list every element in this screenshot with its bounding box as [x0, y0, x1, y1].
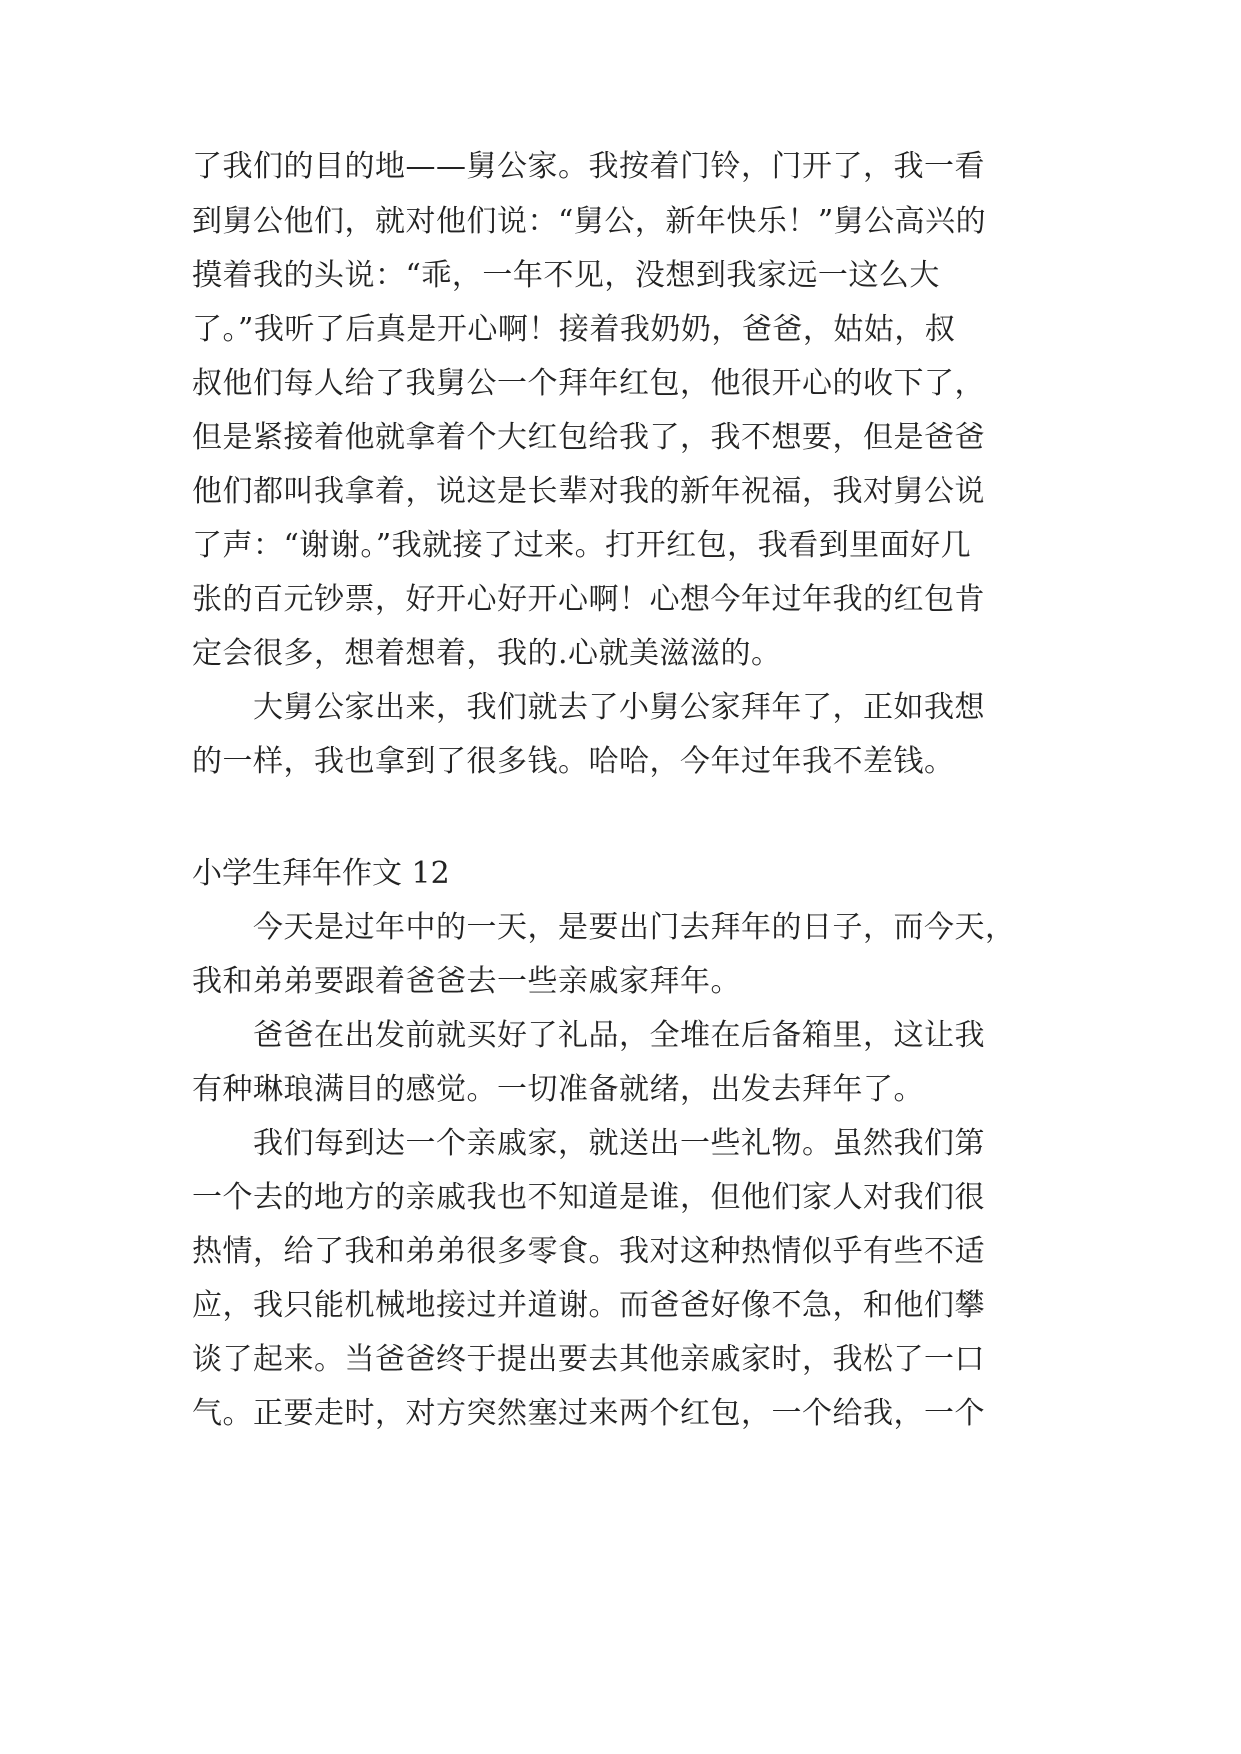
text-line: 他们都叫我拿着，说这是长辈对我的新年祝福，我对舅公说 — [192, 474, 985, 509]
text-line: 叔他们每人给了我舅公一个拜年红包，他很开心的收下了， — [192, 366, 985, 401]
text-line: 的一样，我也拿到了很多钱。哈哈，今年过年我不差钱。 — [192, 744, 955, 779]
text-line: 了声：“谢谢。”我就接了过来。打开红包，我看到里面好几 — [192, 528, 972, 563]
text-line: 气。正要走时，对方突然塞过来两个红包，一个给我，一个 — [192, 1396, 985, 1431]
text-line: 爸爸在出发前就买好了礼品，全堆在后备箱里，这让我 — [192, 1018, 985, 1053]
text-line: 热情，给了我和弟弟很多零食。我对这种热情似乎有些不适 — [192, 1234, 985, 1269]
text-line: 谈了起来。当爸爸终于提出要去其他亲戚家时，我松了一口 — [192, 1342, 985, 1377]
text-line: 大舅公家出来，我们就去了小舅公家拜年了，正如我想 — [192, 690, 985, 725]
text-line: 定会很多，想着想着，我的.心就美滋滋的。 — [192, 636, 782, 671]
text-line: 我和弟弟要跟着爸爸去一些亲戚家拜年。 — [192, 964, 741, 999]
text-line: 应，我只能机械地接过并道谢。而爸爸好像不急，和他们攀 — [192, 1288, 985, 1323]
text-line: 我们每到达一个亲戚家，就送出一些礼物。虽然我们第 — [192, 1126, 985, 1161]
text-line: 今天是过年中的一天，是要出门去拜年的日子，而今天， — [192, 910, 1016, 945]
text-line: 一个去的地方的亲戚我也不知道是谁，但他们家人对我们很 — [192, 1180, 985, 1215]
text-line: 了。”我听了后真是开心啊！接着我奶奶，爸爸，姑姑，叔 — [192, 312, 956, 347]
text-line: 张的百元钞票，好开心好开心啊！心想今年过年我的红包肯 — [192, 582, 985, 617]
text-line: 但是紧接着他就拿着个大红包给我了，我不想要，但是爸爸 — [192, 420, 985, 455]
text-line: 到舅公他们，就对他们说：“舅公，新年快乐！”舅公高兴的 — [192, 204, 987, 239]
text-line: 了我们的目的地——舅公家。我按着门铃，门开了，我一看 — [192, 149, 985, 184]
text-line: 摸着我的头说：“乖，一年不见，没想到我家远一这么大 — [192, 258, 940, 293]
text-line: 有种琳琅满目的感觉。一切准备就绪，出发去拜年了。 — [192, 1072, 924, 1107]
section-title: 小学生拜年作文 12 — [192, 856, 450, 891]
